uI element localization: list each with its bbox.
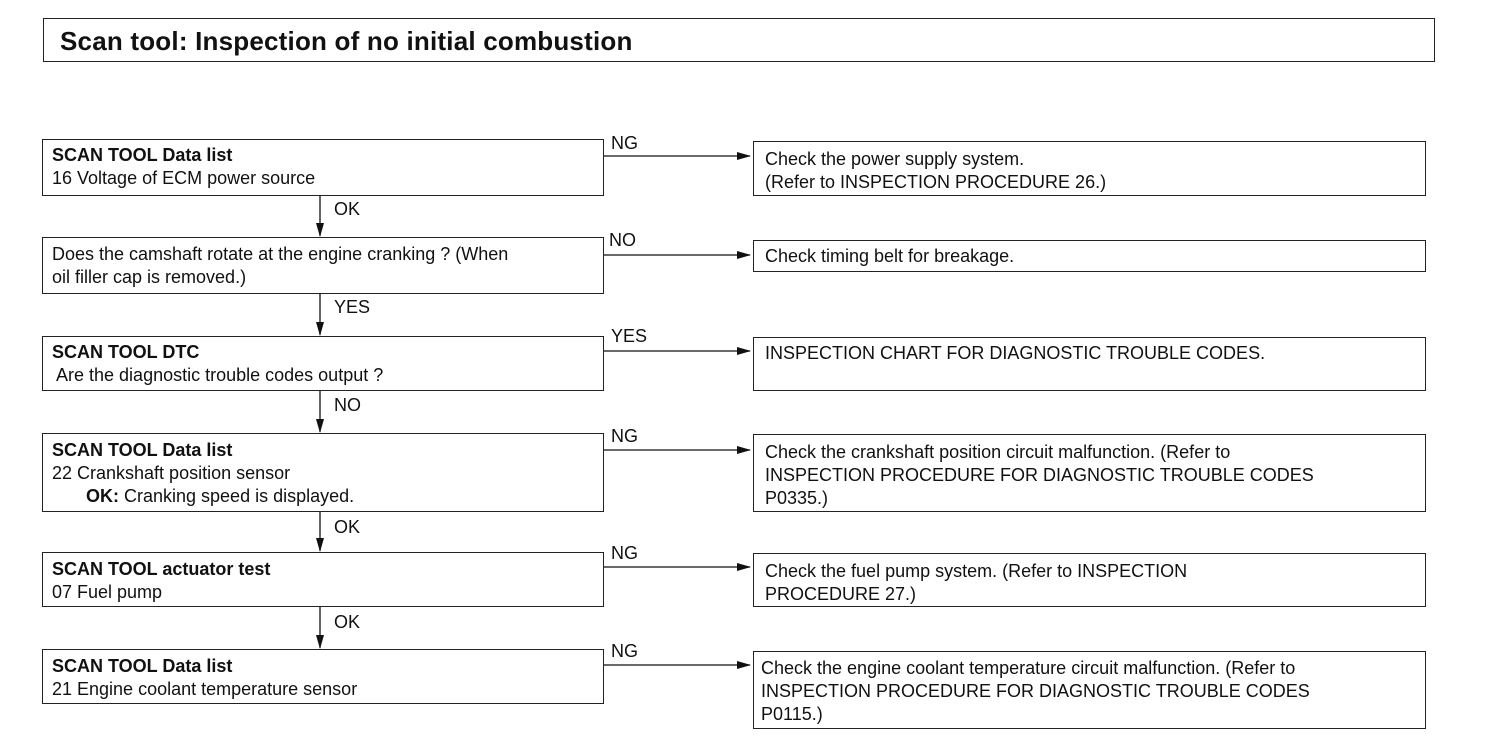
flow-label: OK	[334, 517, 361, 537]
flow-label: NO	[334, 395, 361, 415]
ok-text: Cranking speed is displayed.	[119, 486, 355, 506]
step-detail: oil filler cap is removed.)	[52, 267, 247, 287]
step-heading: SCAN TOOL Data list	[52, 440, 233, 460]
result-text: Check the fuel pump system. (Refer to INSPECTION	[765, 561, 1188, 581]
flow-label: YES	[334, 297, 371, 317]
step-heading: SCAN TOOL actuator test	[52, 559, 271, 579]
result-box-4	[753, 434, 1426, 512]
step-detail: Does the camshaft rotate at the engine cranking ? (When	[52, 244, 509, 264]
step-detail: 21 Engine coolant temperature sensor	[52, 679, 358, 699]
result-text: (Refer to INSPECTION PROCEDURE 26.)	[765, 172, 1107, 192]
step-box-3	[42, 336, 604, 391]
result-box-3	[753, 337, 1426, 391]
branch-label: YES	[611, 326, 648, 346]
ok-criterion	[52, 485, 603, 508]
result-text: Check the power supply system.	[765, 149, 1025, 169]
flow-label: OK	[334, 199, 361, 219]
result-text: P0335.)	[765, 488, 829, 508]
result-text: INSPECTION CHART FOR DIAGNOSTIC TROUBLE CODES.	[765, 343, 1266, 363]
result-text: INSPECTION PROCEDURE FOR DIAGNOSTIC TROUBLE CODES	[761, 681, 1310, 701]
result-text: INSPECTION PROCEDURE FOR DIAGNOSTIC TROUBLE CODES	[765, 465, 1314, 485]
result-box-6	[753, 651, 1426, 729]
result-box-1	[753, 141, 1426, 196]
ok-prefix: OK:	[86, 486, 119, 506]
step-heading: SCAN TOOL DTC	[52, 342, 200, 362]
result-text: P0115.)	[761, 704, 823, 724]
result-box-2	[753, 240, 1426, 272]
branch-label: NG	[611, 641, 638, 661]
branch-label: NO	[609, 230, 636, 250]
branch-label: NG	[611, 133, 638, 153]
step-box-5	[42, 552, 604, 607]
step-box-4	[42, 433, 604, 512]
branch-label: NG	[611, 426, 638, 446]
step-box-1	[42, 139, 604, 196]
step-detail: 16 Voltage of ECM power source	[52, 168, 316, 188]
result-text: Check timing belt for breakage.	[765, 246, 1015, 266]
branch-label: NG	[611, 543, 638, 563]
result-text: Check the engine coolant temperature circuit malfunction. (Refer to	[761, 658, 1296, 678]
step-detail: 07 Fuel pump	[52, 582, 163, 602]
step-detail: 22 Crankshaft position sensor	[52, 463, 291, 483]
page-title: Scan tool: Inspection of no initial combustion	[60, 26, 633, 56]
step-box-2	[42, 237, 604, 294]
result-text: Check the crankshaft position circuit malfunction. (Refer to	[765, 442, 1231, 462]
flow-label: OK	[334, 612, 361, 632]
step-heading: SCAN TOOL Data list	[52, 145, 233, 165]
result-text: PROCEDURE 27.)	[765, 584, 917, 604]
step-heading: SCAN TOOL Data list	[52, 656, 233, 676]
step-detail: Are the diagnostic trouble codes output ?	[52, 365, 384, 385]
step-box-6	[42, 649, 604, 704]
result-box-5	[753, 553, 1426, 607]
